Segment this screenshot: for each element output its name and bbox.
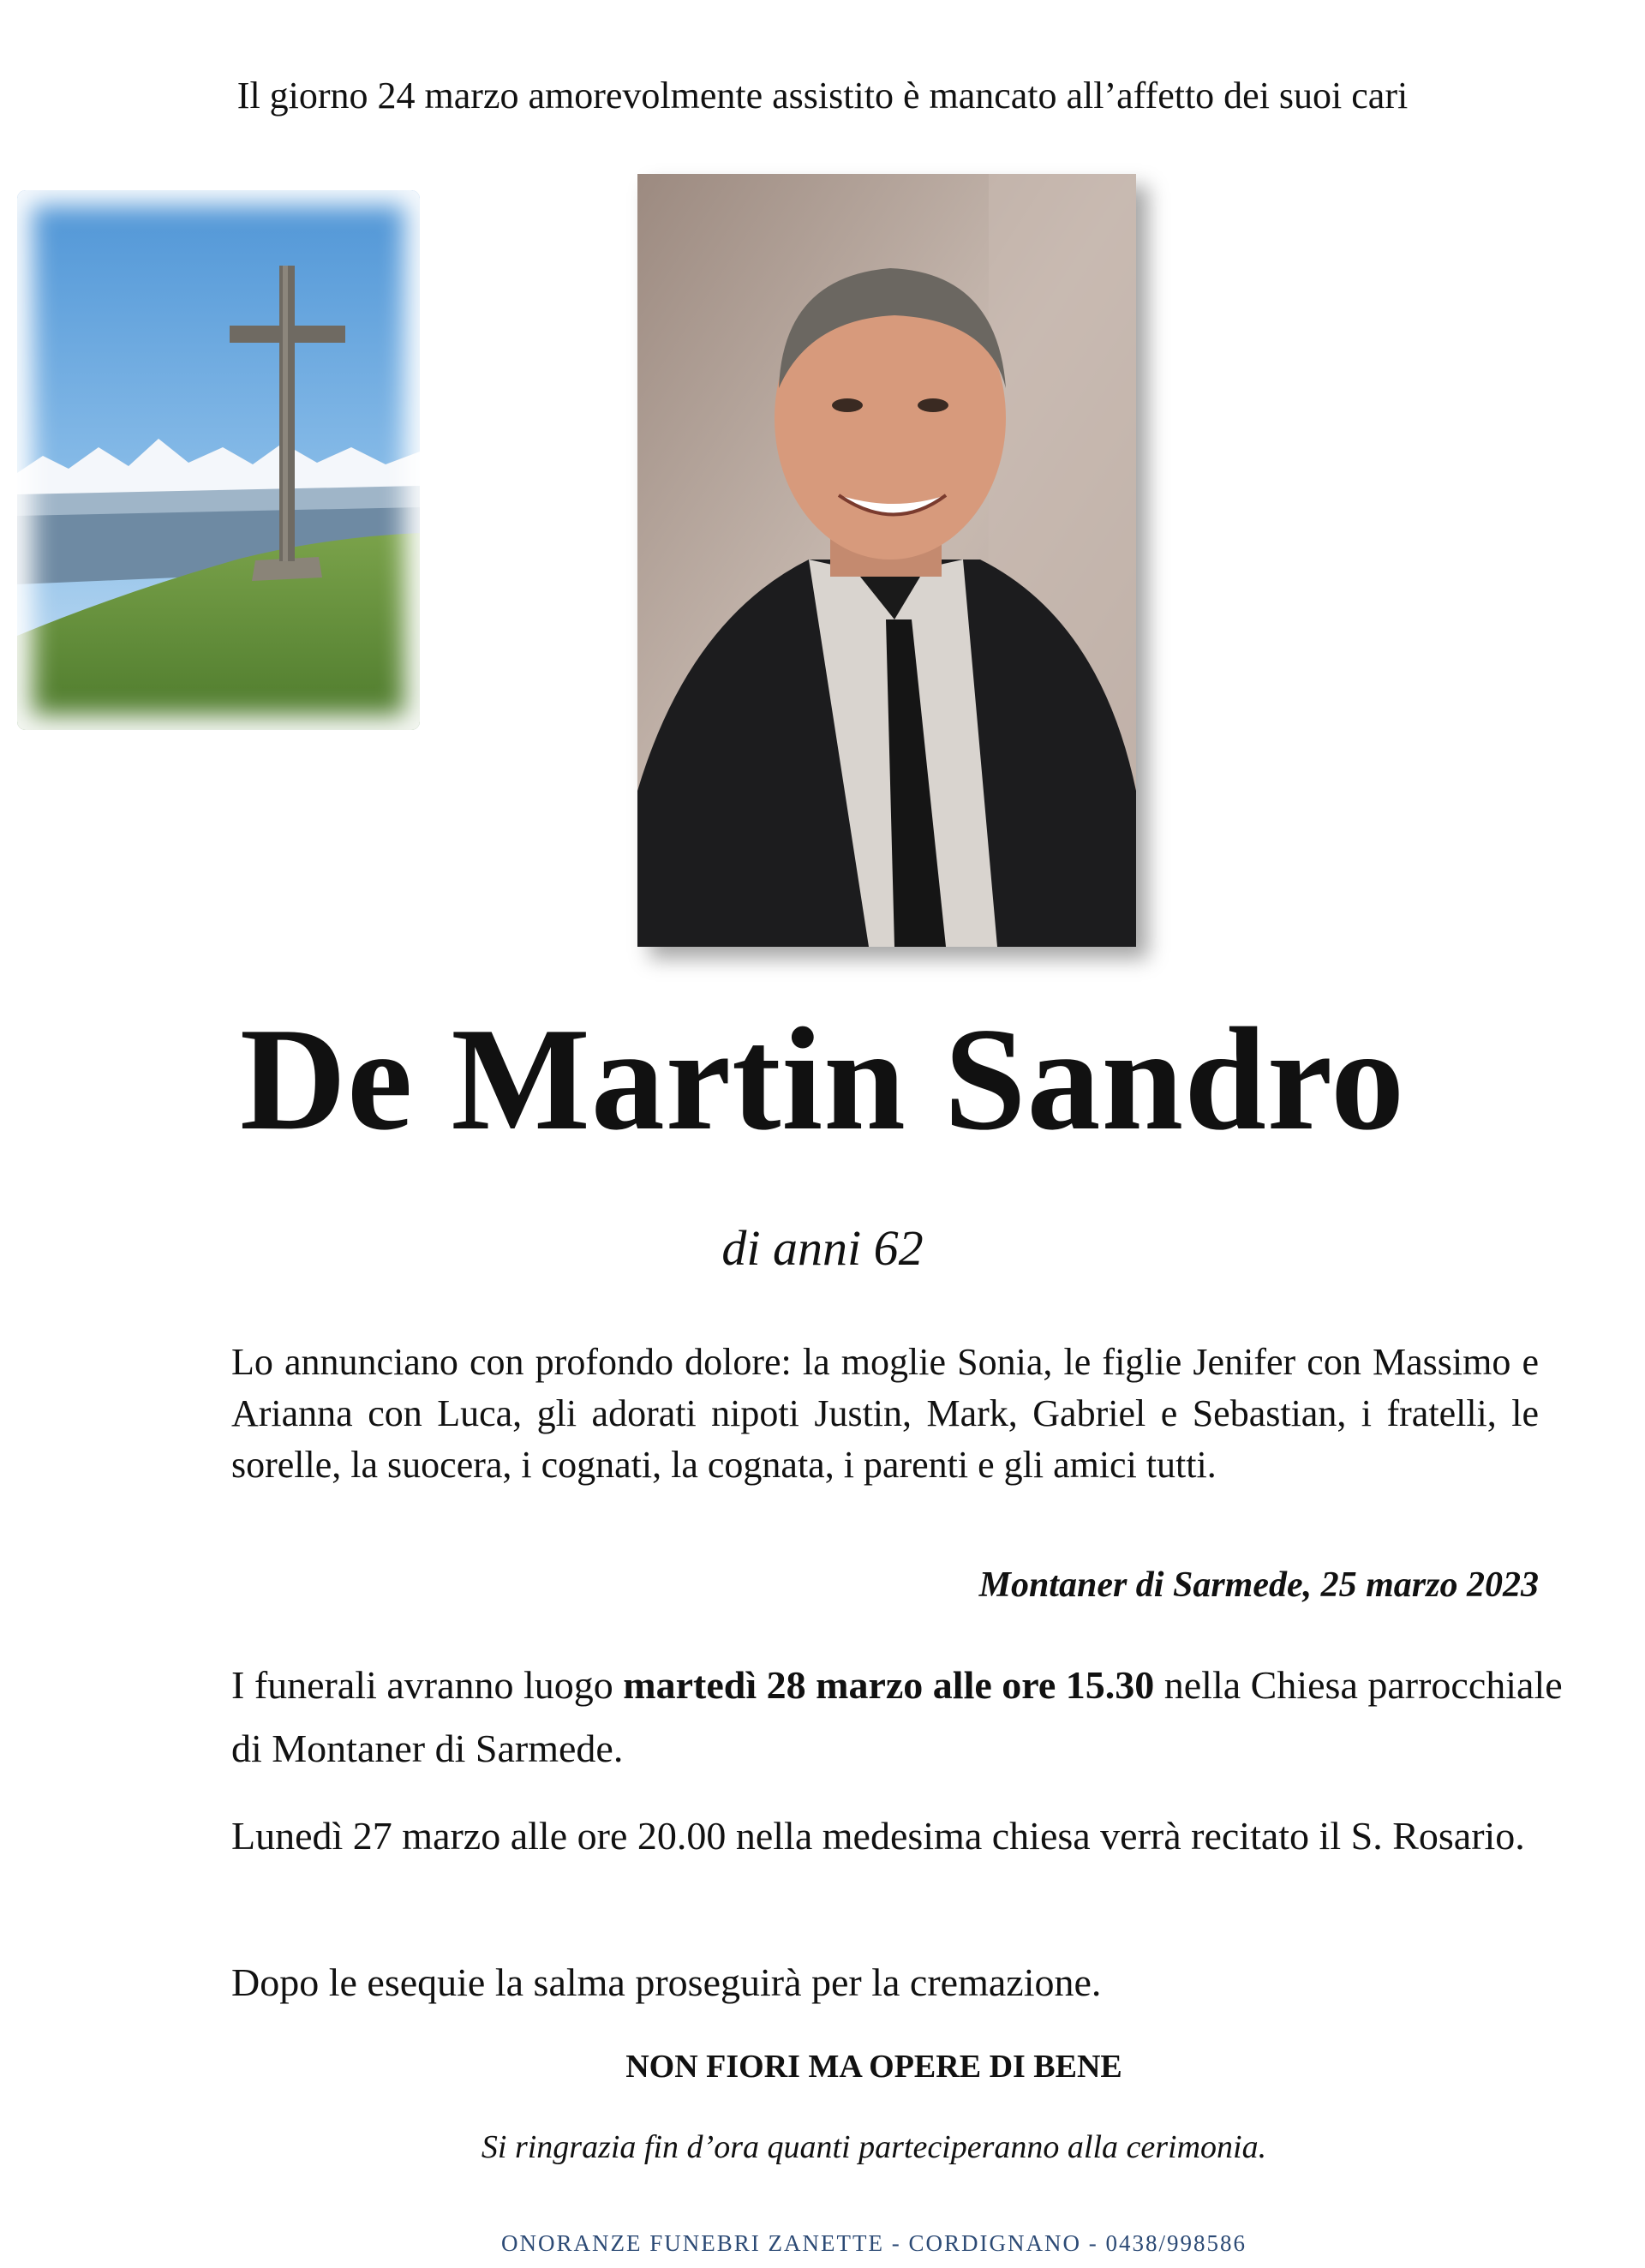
place-and-date: Montaner di Sarmede, 25 marzo 2023	[978, 1565, 1539, 1605]
cross-mountain-image	[17, 190, 420, 730]
deceased-name: De Martin Sandro	[239, 998, 1406, 1161]
funeral-text-before: I funerali avranno luogo	[231, 1663, 624, 1707]
announcement-paragraph: Lo annunciano con profondo dolore: la moglie Sonia, le figlie Jenifer con Massimo e Arianna con Luca, gli adorati nipoti Justin, Mark, Gabriel e Sebastian, i fratelli, le sorelle, la suocera, i cognati, la cognata, i parenti e gli amici tutti.	[231, 1341, 1539, 1486]
funeral-date-time: martedì 28 marzo alle ore 15.30	[623, 1663, 1155, 1707]
funeral-home-footer: ONORANZE FUNEBRI ZANETTE - CORDIGNANO - 0438/998586	[501, 2230, 1247, 2256]
age-line: di anni 62	[721, 1220, 924, 1276]
thanks-line: Si ringrazia fin d’ora quanti parteciperanno alla cerimonia.	[481, 2129, 1267, 2165]
cremation-paragraph: Dopo le esequie la salma proseguirà per la cremazione.	[231, 1960, 1102, 2004]
rosary-paragraph: Lunedì 27 marzo alle ore 20.00 nella medesima chiesa verrà recitato il S. Rosario.	[231, 1814, 1525, 1858]
portrait-illustration	[637, 174, 1136, 947]
funeral-text-after: nella Chiesa parrocchiale di Montaner di Sarmede.	[231, 1663, 1563, 1770]
intro-text: Il giorno 24 marzo amorevolmente assistito è mancato all’affetto dei suoi cari	[236, 75, 1409, 117]
no-flowers-notice: NON FIORI MA OPERE DI BENE	[625, 2049, 1122, 2085]
funeral-paragraph	[231, 1654, 1568, 1780]
cross-mountain-illustration	[17, 190, 420, 730]
portrait-photo	[637, 174, 1136, 947]
